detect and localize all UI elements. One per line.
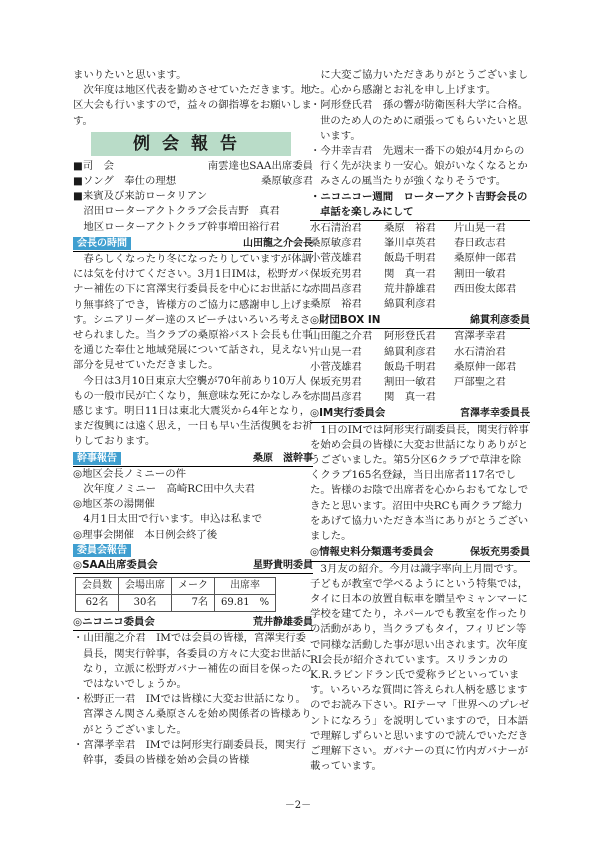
member-name: 西田俊太郎君 [454,282,517,295]
niko-item: ・宮澤孝幸君 IMでは阿形実行副委員長，関実行幹事，委員の皆様を始め会員の皆様 [73,738,306,766]
niko-header [73,615,313,631]
niko-chair: 荒井静雄委員 [253,617,313,629]
niko-item: ・今井幸吉君 先週末一番下の娘が4月からの行く先が決まり一安心。娘がいなくなるとかみさんの風当たりが強くなりそうです。 [310,145,528,188]
member-name: 桑原敏彦君 [310,237,362,250]
role-label: ■来賓及び来訪ロータリアン [73,190,208,203]
member-name: 保坂充男君 [310,376,362,389]
member-name: 峯川卓英君 [384,237,436,250]
niko-name: ◎ニコニコ委員会 [73,616,155,629]
info-name: ◎情報史料分類選考委員会 [310,546,434,559]
guest-line: 地区ローターアクトクラブ幹事増田裕行君 [83,220,280,233]
member-name: 片山晃一君 [310,345,362,358]
member-name: 保坂充男君 [310,267,362,280]
member-name: 飯島千明君 [384,360,436,373]
niko-week-title: ・ニコニコー週間 ローターアクト吉野会長の卓話を楽しみにして [310,190,530,221]
right-column [310,68,530,774]
member-name: 関 真一君 [384,267,436,280]
secretary-badge: 幹事報告 [73,452,121,465]
member-name: 小菅茂雄君 [310,252,362,265]
secretary-name: 桑原 滋幹事 [253,452,313,464]
niko-item: ・阿形登氏君 孫の響が防衛医科大学に合格。世のため人のために頑張ってもらいたいと思います。 [310,99,529,142]
secretary-item: 次年度ノミニー 高崎RC田中久夫君 [73,483,256,496]
member-name: 桑原伸一郎君 [454,252,517,265]
attendance-table [75,577,276,612]
member-name: 桑原 裕君 [384,222,436,235]
member-name: 戸部聖之君 [454,376,506,389]
im-chair: 宮澤孝幸委員長 [460,408,530,420]
section-title: 例会報告 [91,132,291,156]
president-badge: 会長の時間 [73,237,131,250]
niko-item: ・山田龍之介君 IMでは会員の皆様，宮澤実行委員長，関実行幹事，各委員の方々に大変お世話になり，立派に松野ガバナー補佐の面目を保ったのではないでしょうか。 [73,632,312,690]
attendance-value: 69.81 % [215,595,276,612]
role-value: 桑原敏彦君 [261,175,313,188]
member-name: 割田一敏君 [384,376,436,389]
member-name: 荒井静雄君 [384,282,436,295]
attendance-header: 会員数 [76,578,119,595]
role-row [73,174,313,189]
secretary-item: ◎地区会長ノミニーの件 [73,467,186,480]
im-header [310,406,530,422]
box-names [310,329,530,405]
saa-chair: 星野貴明委員 [253,559,313,571]
attendance-value-row [76,595,276,612]
role-value: 南雲達也SAA出席委員 [207,159,313,172]
attendance-header-row [76,578,276,595]
secretary-item: 4月1日太田で行います。申込は私まで [73,513,263,526]
attendance-value: 30名 [119,595,172,612]
member-name: 関 真一君 [384,391,436,404]
member-name: 阿形登氏君 [384,330,436,343]
role-row [73,189,313,204]
member-name: 山田龍之介君 [310,330,373,343]
committee-header [73,544,313,557]
info-paragraph: 3月友の紹介。今月は識字率向上月間です。子どもが教室で学べるようにという特集では，タイに日本の放置自転車を贈呈やミャンマーに学校を建てたり，ネパールでも教室を作ったりの活動があり，当クラブもタイ，フィリピン等で同様な活動した事が思い出されます。次年度RI会長が紹介されています。スリランカのK.R.ラビンドラン氏で愛称ラビといっています。いろいろな質問に答えられ人柄を感じますのでお読み下さい。RIテーマ「世界へのプレゼントになろう」を説明していますので，日本語で理解しずらいと思いますので読んでいただきご理解下さい。ガバナーの頁に竹内ガバナーが載っています。 [310,562,530,773]
member-name: 片山晃一君 [454,222,506,235]
saa-header [73,558,313,574]
im-name: ◎IM実行委員会 [310,407,386,420]
attendance-value: 62名 [76,595,119,612]
info-chair: 保坂充男委員 [470,547,530,559]
page-number: －2－ [284,800,312,811]
member-name: 桑原 裕君 [310,298,362,311]
member-name: 割田一敏君 [454,267,506,280]
guest-line: 沼田ローターアクトクラブ会長吉野 真君 [83,205,280,218]
president-name: 山田龍之介会長 [243,237,313,249]
member-name: 飯島千明君 [384,252,436,265]
niko-week-names [310,221,530,312]
role-label: ■司 会 [73,159,114,172]
member-name: 水石清治君 [310,222,362,235]
member-name: 赤間昌彦君 [310,282,362,295]
intro-line: まいりたいと思います。 [73,69,187,81]
member-name: 小菅茂雄君 [310,360,362,373]
niko-continued: に大変ご協力いただきありがとうございました。心から感謝とお礼を申し上げます。 [310,69,529,97]
president-paragraph: 今日は3月10日東京大空襲が70年前あり10万人もの一般市民が亡くなり，無意味な死にかなしみを感じます。明日11日は東北大震災から4年となり，まだ復興には遠く思え，一日も早い生活復興をお祈りしております。 [73,374,313,448]
member-name: 桑原伸一郎君 [454,360,517,373]
president-paragraph: 春らしくなったり冬になったりしていますが体調には気を付けてください。3月1日IMは，松野ガバナー補佐の下に宮澤実行委員長を中心にお世話になり無事終了でき，皆様方のご協力に感謝申し上げます。シニアリーダー達のスピーチはいろいろ考えさせられました。当クラブの桑原裕バスト会長も仕事を通じた奉仕と地域発展について話され，見えない部分を見せていただきました。 [73,253,313,372]
box-chair: 綿貫利彦委員 [470,315,530,327]
president-header [73,236,313,252]
member-name: 春日政志君 [454,237,506,250]
info-header [310,545,530,561]
member-name: 水石清治君 [454,345,506,358]
im-paragraph: 1日のIMでは阿形実行副委員長，関実行幹事を始め会員の皆様に大変お世話になりありがとうございました。第5分区6クラブで草津を除くクラブ165名登録，当日出席者117名でした。皆様のお陰で出席者を心からおもてなしできたと思います。沼田中央RCも両クラブ総力をあげて協力いただき本当にありがとうございました。 [310,423,529,543]
member-name: 宮澤孝幸君 [454,330,506,343]
secretary-item: ◎地区茶の湯開催 [73,498,155,511]
box-name: ◎財団BOX IN [310,314,381,327]
role-label: ■ソング 奉仕の理想 [73,175,177,188]
member-name: 赤間昌彦君 [310,391,362,404]
member-name [454,297,530,312]
member-name: 綿貫利彦君 [384,298,436,311]
niko-item: ・松野正一君 IMでは皆様に大変お世話になり。宮澤さん関さん桑原さんを始め関係者の皆様ありがとうございました。 [73,693,312,736]
committee-badge: 委員会報告 [73,544,131,557]
member-name: 綿貫利彦君 [384,345,436,358]
intro-paragraph: 次年度は地区代表を勤めさせていただきます。地区大会も行いますので，益々の御指導をお願いします。 [73,84,312,127]
attendance-value: 7名 [172,595,215,612]
attendance-header: 会場出席 [119,578,172,595]
attendance-header: 出席率 [215,578,276,595]
secretary-header [73,451,313,467]
saa-name: ◎SAA出席委員会 [73,558,158,571]
attendance-header: メーク [172,578,215,595]
box-header [310,313,530,329]
left-column [73,68,313,768]
role-row [73,159,313,174]
secretary-item: ◎理事会開催 本日例会終了後 [73,528,218,541]
member-name [454,390,530,405]
